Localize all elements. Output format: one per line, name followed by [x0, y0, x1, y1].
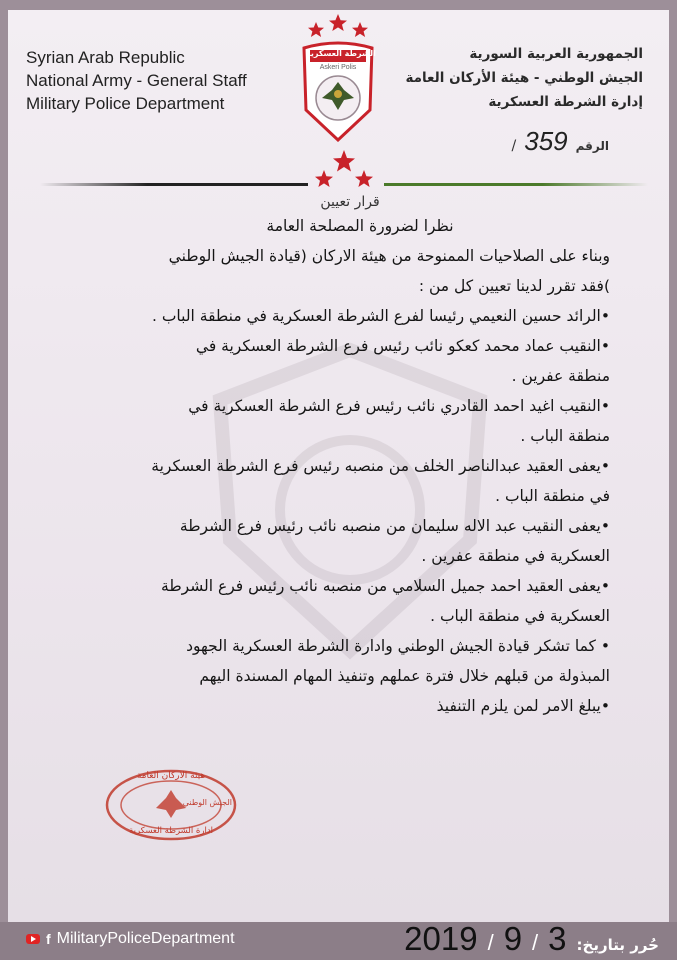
- date-separator: /: [487, 930, 494, 955]
- reference-mark: /: [511, 138, 517, 154]
- date-label: حُرر بتاريخ:: [576, 936, 659, 954]
- body-line: •يبلغ الامر لمن يلزم التنفيذ: [436, 697, 610, 715]
- body-line: •يعفى العقيد احمد جميل السلامي من منصبه نائب رئيس فرع الشرطة: [161, 577, 610, 595]
- youtube-icon: [26, 934, 40, 944]
- reference-number: [512, 126, 609, 157]
- star-icon: [352, 22, 368, 37]
- badge-title-latin: Askeri Polis: [319, 64, 357, 71]
- body-line: •الرائد حسين النعيمي رئيسا لفرع الشرطة العسكرية في منطقة الباب .: [151, 307, 610, 325]
- body-line: منطقة عفرين .: [511, 367, 610, 385]
- social-handle-text: MilitaryPoliceDepartment: [56, 930, 235, 947]
- star-icon: [308, 22, 324, 37]
- date-year: 2019: [404, 920, 478, 957]
- reference-label: الرقم: [575, 139, 609, 153]
- body-line: •يعفى النقيب عبد الاله سليمان من منصبه نائب رئيس فرع الشرطة: [179, 517, 610, 535]
- stars-divider: [304, 148, 384, 192]
- stamp-text-middle: الجيش الوطني: [182, 798, 232, 807]
- body-line: •النقيب عماد محمد كعكو نائب رئيس فرع الشرطة العسكرية في: [195, 337, 610, 355]
- body-line: المبذولة من قبلهم خلال فترة عملهم وتنفيذ المهام المسندة اليهم: [199, 667, 610, 685]
- army-name-ar: الجيش الوطني - هيئة الأركان العامة: [405, 70, 643, 86]
- star-icon: [333, 150, 355, 172]
- social-handle[interactable]: [26, 930, 235, 948]
- reference-value: 359: [524, 126, 568, 156]
- date-month: 9: [503, 920, 523, 957]
- country-name-en: Syrian Arab Republic: [26, 48, 185, 67]
- header-arabic: [403, 42, 643, 114]
- body-line: )فقد تقرر لدينا تعيين كل من :: [418, 277, 610, 295]
- military-police-badge: [296, 12, 380, 142]
- badge-title-ar: الشرطة العسكرية: [306, 49, 376, 58]
- body-line: منطقة الباب .: [520, 427, 610, 445]
- divider-green: [384, 183, 648, 186]
- facebook-icon: f: [46, 931, 51, 947]
- issue-date: [404, 920, 659, 958]
- header-english: [26, 46, 286, 115]
- body-line: • كما تشكر قيادة الجيش الوطني وادارة الشرطة العسكرية الجهود: [186, 637, 610, 655]
- body-line: •النقيب اغيد احمد القادري نائب رئيس فرع الشرطة العسكرية في: [188, 397, 610, 415]
- department-name-ar: إدارة الشرطة العسكرية: [488, 94, 643, 110]
- body-line: نظرا لضرورة المصلحة العامة: [266, 217, 454, 235]
- country-name-ar: الجمهورية العربية السورية: [469, 46, 643, 62]
- body-line: في منطقة الباب .: [495, 487, 610, 505]
- body-line: العسكرية في منطقة عفرين .: [421, 547, 610, 565]
- star-icon: [315, 170, 333, 187]
- document-title: قرار تعيين: [320, 194, 380, 210]
- body-line: وبناء على الصلاحيات الممنوحة من هيئة الاركان (قيادة الجيش الوطني: [168, 247, 610, 265]
- star-icon: [329, 14, 347, 31]
- body-line: •يعفى العقيد عبدالناصر الخلف من منصبه رئيس فرع الشرطة العسكرية: [151, 457, 610, 475]
- department-name-en: Military Police Department: [26, 94, 225, 113]
- army-name-en: National Army - General Staff: [26, 71, 247, 90]
- stamp-text-bottom: ادارة الشرطة العسكرية: [129, 826, 213, 836]
- divider-black: [40, 183, 308, 186]
- date-separator: /: [532, 930, 539, 955]
- date-day: 3: [548, 920, 567, 957]
- star-icon: [355, 170, 373, 187]
- body-line: العسكرية في منطقة الباب .: [430, 607, 610, 625]
- document-body: [70, 211, 610, 721]
- stamp-text-top: هيئة الاركان العامة: [136, 771, 206, 781]
